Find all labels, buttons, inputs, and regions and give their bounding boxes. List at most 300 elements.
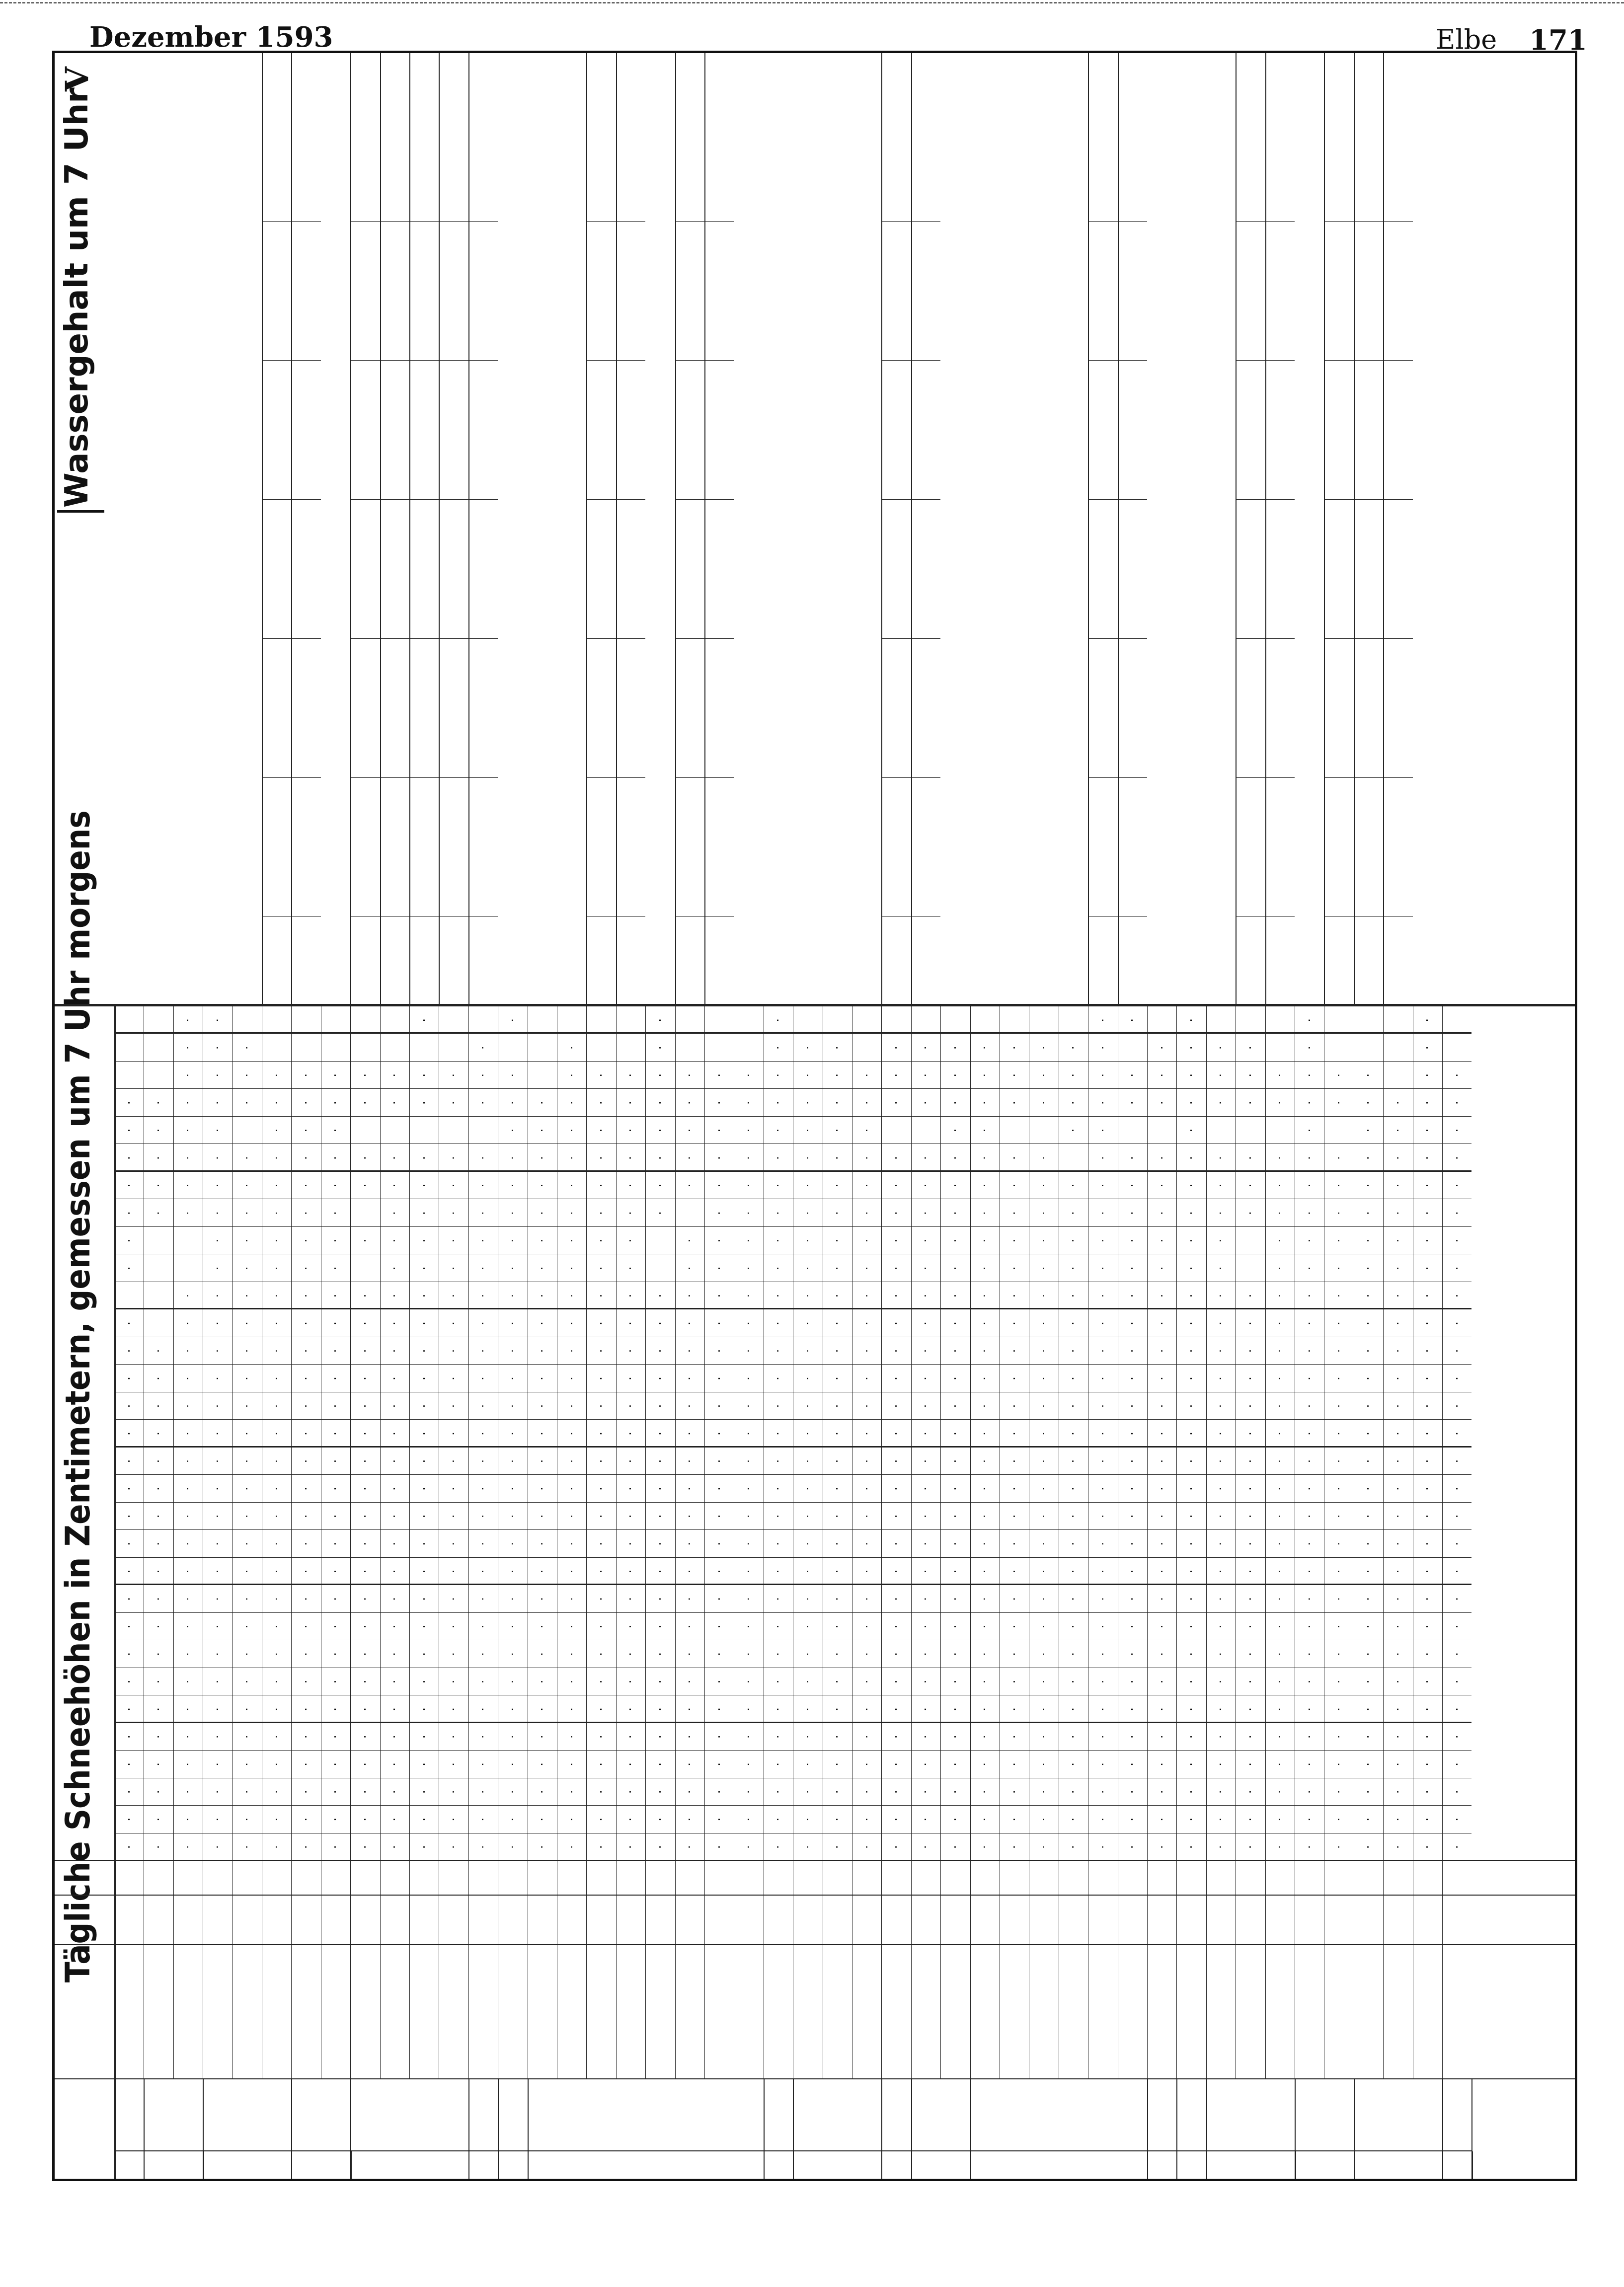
no-snow-dot: · [800,1376,815,1380]
no-snow-dot: · [830,1156,845,1160]
no-snow-dot: · [535,1707,549,1711]
no-snow-dot: · [1273,1211,1287,1215]
no-snow-dot: · [712,1266,726,1270]
no-snow-dot: · [122,1624,136,1629]
no-snow-dot: · [978,1817,992,1822]
no-snow-dot: · [122,1652,136,1656]
no-snow-dot: · [1037,1790,1051,1794]
no-snow-dot: · [1420,1679,1435,1684]
no-snow-dot: · [919,1707,933,1711]
snow-value [557,1006,586,1034]
grid-line [586,499,645,500]
no-snow-dot: · [1214,1597,1228,1601]
no-snow-dot: · [800,1432,815,1436]
no-snow-dot: · [771,1294,785,1298]
no-snow-dot: · [1125,1790,1140,1794]
no-snow-dot: · [800,1514,815,1519]
day-header [55,1034,114,1062]
no-snow-dot: · [978,1624,992,1629]
no-snow-dot: · [683,1652,697,1656]
no-snow-dot: · [122,1432,136,1436]
no-snow-dot: · [1066,1679,1081,1684]
no-snow-dot: · [1302,1183,1316,1188]
no-snow-dot: · [505,1762,520,1766]
no-snow-dot: · [1302,1597,1316,1601]
no-snow-dot: · [1066,1432,1081,1436]
no-snow-dot: · [742,1101,756,1105]
no-snow-dot: · [800,1569,815,1574]
no-snow-dot: · [476,1459,490,1463]
no-snow-dot: · [653,1845,667,1849]
snow-value [793,1006,822,1034]
station-name [1212,1947,1235,2075]
no-snow-dot: · [889,1597,904,1601]
no-snow-dot: · [771,1569,785,1574]
grid-line [1088,53,1089,1006]
snow-value [232,1006,262,1034]
no-snow-dot: · [1184,1101,1199,1105]
no-snow-dot: · [771,1624,785,1629]
no-snow-dot: · [948,1459,962,1463]
grid-line [586,360,645,361]
no-snow-dot: · [535,1597,549,1601]
no-snow-dot: · [1066,1294,1081,1298]
no-snow-dot: · [1037,1294,1051,1298]
no-snow-dot: · [1007,1845,1021,1849]
no-snow-dot: · [269,1487,284,1491]
no-snow-dot: · [1391,1735,1405,1739]
snow-value [528,1034,557,1062]
no-snow-dot: · [623,1211,638,1215]
no-snow-dot: · [919,1569,933,1574]
no-snow-dot: · [1037,1046,1051,1050]
no-snow-dot: · [919,1597,933,1601]
no-snow-dot: · [623,1817,638,1822]
station-elevation [764,1896,793,1945]
no-snow-dot: · [505,1679,520,1684]
no-snow-dot: · [152,1432,166,1436]
no-snow-dot: · [859,1294,874,1298]
grid-line [1354,638,1413,639]
no-snow-dot: · [1273,1679,1287,1684]
no-snow-dot: · [240,1790,254,1794]
no-snow-dot: · [387,1238,402,1243]
no-snow-dot: · [387,1817,402,1822]
no-snow-dot: · [210,1652,225,1656]
no-snow-dot: · [978,1101,992,1105]
grid-line [675,777,734,778]
no-snow-dot: · [889,1101,904,1105]
no-snow-dot: · [830,1073,845,1077]
no-snow-dot: · [1214,1294,1228,1298]
snow-value [1354,1034,1383,1062]
no-snow-dot: · [1184,1404,1199,1408]
no-snow-dot: · [1243,1735,1257,1739]
no-snow-dot: · [358,1707,372,1711]
no-snow-dot: · [387,1404,402,1408]
grid-line [291,53,292,1006]
station-name [1271,1947,1294,2075]
no-snow-dot: · [1184,1376,1199,1380]
no-snow-dot: · [653,1128,667,1133]
no-snow-dot: · [122,1679,136,1684]
no-snow-dot: · [1066,1762,1081,1766]
river-supergroup-label [350,2151,1295,2179]
no-snow-dot: · [1391,1183,1405,1188]
no-snow-dot: · [1007,1156,1021,1160]
grid-line [262,360,321,361]
snow-value [734,1006,763,1034]
no-snow-dot: · [1420,1597,1435,1601]
snow-value [1000,1117,1029,1144]
no-snow-dot: · [623,1487,638,1491]
no-snow-dot: · [1095,1376,1110,1380]
no-snow-dot: · [535,1128,549,1133]
no-snow-dot: · [1273,1183,1287,1188]
snow-value [409,1117,439,1144]
no-snow-dot: · [742,1487,756,1491]
snow-value [1383,1062,1412,1089]
no-snow-dot: · [1125,1514,1140,1519]
no-snow-dot: · [1420,1046,1435,1050]
no-snow-dot: · [535,1817,549,1822]
no-snow-dot: · [358,1762,372,1766]
no-snow-dot: · [1243,1707,1257,1711]
no-snow-dot: · [1361,1542,1376,1546]
no-snow-dot: · [683,1459,697,1463]
no-snow-dot: · [1214,1762,1228,1766]
no-snow-dot: · [476,1624,490,1629]
station-elevation [586,1896,616,1945]
grid-line [586,777,645,778]
no-snow-dot: · [830,1349,845,1353]
no-snow-dot: · [1184,1294,1199,1298]
no-snow-dot: · [830,1652,845,1656]
no-snow-dot: · [1155,1597,1169,1601]
no-snow-dot: · [919,1514,933,1519]
no-snow-dot: · [210,1735,225,1739]
no-snow-dot: · [623,1762,638,1766]
no-snow-dot: · [328,1487,343,1491]
no-snow-dot: · [1214,1321,1228,1325]
no-snow-dot: · [210,1321,225,1325]
day-header [55,1751,114,1778]
no-snow-dot: · [1007,1349,1021,1353]
no-snow-dot: · [594,1266,609,1270]
no-snow-dot: · [1214,1707,1228,1711]
grid-line [1236,638,1295,639]
snow-value [852,1006,881,1034]
no-snow-dot: · [653,1183,667,1188]
snow-value [262,1034,291,1062]
day-header [55,1558,114,1585]
no-snow-dot: · [1125,1432,1140,1436]
station-name [238,1947,261,2075]
no-snow-dot: · [1037,1101,1051,1105]
no-snow-dot: · [712,1845,726,1849]
no-snow-dot: · [269,1679,284,1684]
river-group-label [1354,2079,1442,2151]
no-snow-dot: · [1391,1707,1405,1711]
no-snow-dot: · [328,1432,343,1436]
no-snow-dot: · [447,1459,461,1463]
no-snow-dot: · [417,1101,431,1105]
station-name [1005,1947,1028,2075]
no-snow-dot: · [830,1211,845,1215]
no-snow-dot: · [1420,1211,1435,1215]
no-snow-dot: · [269,1432,284,1436]
no-snow-dot: · [476,1349,490,1353]
station-name [1035,1947,1057,2075]
no-snow-dot: · [535,1238,549,1243]
no-snow-dot: · [564,1238,579,1243]
no-snow-dot: · [1332,1790,1346,1794]
no-snow-dot: · [978,1707,992,1711]
day-header [55,1448,114,1475]
no-snow-dot: · [742,1073,756,1077]
no-snow-dot: · [1095,1735,1110,1739]
grid-line [380,638,439,639]
no-snow-dot: · [122,1735,136,1739]
station-elevation [557,1896,586,1945]
no-snow-dot: · [919,1404,933,1408]
snow-value [1324,1006,1353,1034]
day-header [55,1117,114,1144]
water-station-label [1242,371,1262,768]
no-snow-dot: · [919,1845,933,1849]
no-snow-dot: · [1184,1597,1199,1601]
no-snow-dot: · [1007,1762,1021,1766]
no-snow-dot: · [417,1211,431,1215]
no-snow-dot: · [1302,1845,1316,1849]
no-snow-dot: · [1184,1542,1199,1546]
no-snow-dot: · [505,1266,520,1270]
no-snow-dot: · [1361,1707,1376,1711]
water-legend-top [65,301,84,996]
no-snow-dot: · [1450,1101,1464,1105]
station-name [622,1947,644,2075]
day-header [55,1585,114,1612]
no-snow-dot: · [152,1514,166,1519]
no-snow-dot: · [328,1459,343,1463]
no-snow-dot: · [1155,1321,1169,1325]
no-snow-dot: · [417,1404,431,1408]
no-snow-dot: · [240,1707,254,1711]
no-snow-dot: · [505,1183,520,1188]
no-snow-dot: · [1007,1790,1021,1794]
no-snow-dot: · [181,1404,195,1408]
no-snow-dot: · [1361,1404,1376,1408]
no-snow-dot: · [771,1183,785,1188]
grid-line [1354,53,1355,1006]
no-snow-dot: · [417,1514,431,1519]
no-snow-dot: · [152,1128,166,1133]
no-snow-dot: · [564,1156,579,1160]
no-snow-dot: · [800,1349,815,1353]
no-snow-dot: · [742,1459,756,1463]
no-snow-dot: · [1184,1432,1199,1436]
snow-value [350,1199,380,1226]
no-snow-dot: · [889,1762,904,1766]
station-name [1124,1947,1146,2075]
no-snow-dot: · [476,1762,490,1766]
no-snow-dot: · [447,1404,461,1408]
no-snow-dot: · [948,1294,962,1298]
no-snow-dot: · [1214,1459,1228,1463]
no-snow-dot: · [742,1238,756,1243]
no-snow-dot: · [1391,1404,1405,1408]
no-snow-dot: · [1214,1817,1228,1822]
no-snow-dot: · [1095,1101,1110,1105]
no-snow-dot: · [1302,1046,1316,1050]
no-snow-dot: · [1450,1404,1464,1408]
no-snow-dot: · [1332,1762,1346,1766]
snow-value [675,1006,704,1034]
no-snow-dot: · [742,1156,756,1160]
no-snow-dot: · [1095,1569,1110,1574]
no-snow-dot: · [447,1183,461,1188]
no-snow-dot: · [1391,1597,1405,1601]
no-snow-dot: · [564,1349,579,1353]
no-snow-dot: · [1125,1817,1140,1822]
no-snow-dot: · [712,1349,726,1353]
snow-value [173,1227,203,1254]
no-snow-dot: · [1361,1845,1376,1849]
grid-line [380,777,439,778]
snow-value [144,1282,173,1309]
no-snow-dot: · [594,1542,609,1546]
river-group-label [1442,2079,1471,2151]
no-snow-dot: · [1391,1542,1405,1546]
no-snow-dot: · [387,1294,402,1298]
no-snow-dot: · [889,1459,904,1463]
no-snow-dot: · [299,1156,313,1160]
no-snow-dot: · [210,1101,225,1105]
no-snow-dot: · [505,1376,520,1380]
no-snow-dot: · [358,1652,372,1656]
no-snow-dot: · [1125,1707,1140,1711]
no-snow-dot: · [299,1542,313,1546]
no-snow-dot: · [299,1073,313,1077]
no-snow-dot: · [269,1073,284,1077]
day-header [55,1392,114,1420]
snow-value [911,1006,940,1034]
snow-value [439,1006,468,1034]
no-snow-dot: · [594,1349,609,1353]
no-snow-dot: · [1361,1101,1376,1105]
no-snow-dot: · [712,1073,726,1077]
no-snow-dot: · [594,1128,609,1133]
no-snow-dot: · [771,1156,785,1160]
grid-line [881,499,940,500]
no-snow-dot: · [328,1790,343,1794]
no-snow-dot: · [299,1762,313,1766]
grid-line [468,53,469,1006]
no-snow-dot: · [299,1266,313,1270]
snow-value [350,1006,380,1034]
no-snow-dot: · [830,1266,845,1270]
no-snow-dot: · [122,1569,136,1574]
no-snow-dot: · [1007,1597,1021,1601]
no-snow-dot: · [653,1018,667,1022]
no-snow-dot: · [859,1432,874,1436]
no-snow-dot: · [1037,1321,1051,1325]
no-snow-dot: · [564,1707,579,1711]
no-snow-dot: · [712,1624,726,1629]
no-snow-dot: · [1184,1183,1199,1188]
no-snow-dot: · [152,1376,166,1380]
snow-value [439,1117,468,1144]
water-station-label [682,371,702,768]
no-snow-dot: · [1037,1487,1051,1491]
no-snow-dot: · [447,1156,461,1160]
no-snow-dot: · [1125,1487,1140,1491]
no-snow-dot: · [919,1101,933,1105]
no-snow-dot: · [122,1459,136,1463]
grid-line [1118,53,1119,1006]
no-snow-dot: · [1095,1487,1110,1491]
no-snow-dot: · [1450,1073,1464,1077]
no-snow-dot: · [535,1514,549,1519]
no-snow-dot: · [328,1679,343,1684]
no-snow-dot: · [771,1790,785,1794]
snow-value [291,1034,320,1062]
no-snow-dot: · [152,1845,166,1849]
no-snow-dot: · [1391,1845,1405,1849]
river-group-label [1295,2079,1354,2151]
snow-value [409,1034,439,1062]
no-snow-dot: · [653,1294,667,1298]
no-snow-dot: · [505,1073,520,1077]
no-snow-dot: · [210,1459,225,1463]
no-snow-dot: · [1391,1376,1405,1380]
no-snow-dot: · [122,1487,136,1491]
no-snow-dot: · [387,1376,402,1380]
no-snow-dot: · [653,1707,667,1711]
no-snow-dot: · [978,1459,992,1463]
station-name [858,1947,880,2075]
no-snow-dot: · [594,1432,609,1436]
no-snow-dot: · [1332,1459,1346,1463]
no-snow-dot: · [800,1459,815,1463]
no-snow-dot: · [1420,1459,1435,1463]
snow-value [468,1117,498,1144]
no-snow-dot: · [1037,1349,1051,1353]
no-snow-dot: · [1273,1266,1287,1270]
no-snow-dot: · [1450,1432,1464,1436]
no-snow-dot: · [1273,1487,1287,1491]
no-snow-dot: · [358,1294,372,1298]
no-snow-dot: · [1095,1183,1110,1188]
no-snow-dot: · [328,1321,343,1325]
no-snow-dot: · [830,1376,845,1380]
no-snow-dot: · [1450,1156,1464,1160]
grid-line [262,916,321,917]
no-snow-dot: · [505,1211,520,1215]
day-header [55,1006,114,1034]
no-snow-dot: · [505,1349,520,1353]
grid-line [1088,221,1147,222]
no-snow-dot: · [1066,1845,1081,1849]
no-snow-dot: · [623,1790,638,1794]
no-snow-dot: · [1155,1211,1169,1215]
no-snow-dot: · [594,1735,609,1739]
no-snow-dot: · [210,1294,225,1298]
water-station-label [357,371,377,768]
no-snow-dot: · [978,1321,992,1325]
no-snow-dot: · [1243,1597,1257,1601]
station-elevation [232,1896,262,1945]
